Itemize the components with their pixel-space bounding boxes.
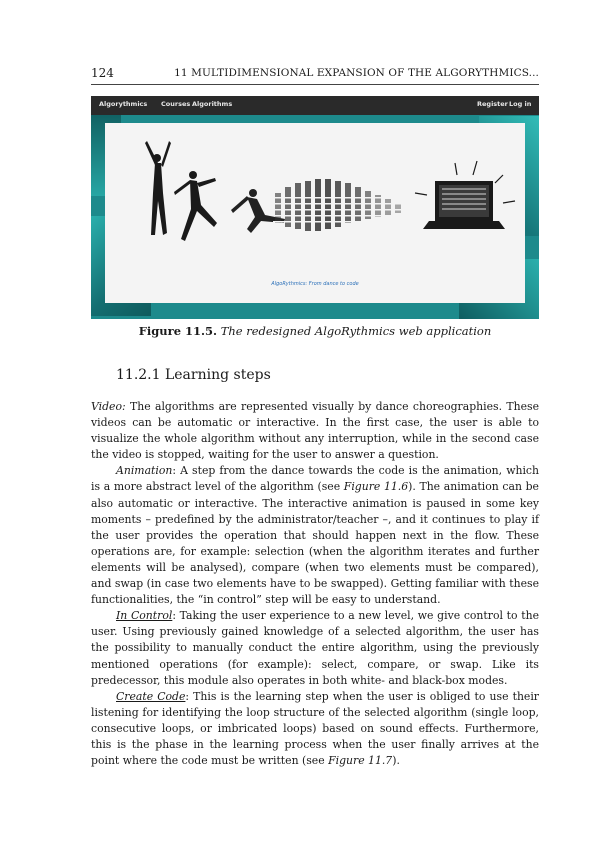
paragraph-in-control bbox=[91, 608, 539, 688]
paragraph-text: : Taking the user experience to a new level, we give control to the user. Using previously gained knowledge of a selected algorithm, the user has the possibility to manually conduct the entire algorithm, using the previously mentioned operations (for example): select, compare, or swap. Like its predecessor, this module also operates in both white- and black-box modes. bbox=[91, 609, 539, 687]
figure-label: Figure 11.5. bbox=[138, 324, 218, 338]
paragraph-animation bbox=[91, 463, 539, 608]
nav-courses-link[interactable]: Courses bbox=[161, 100, 191, 108]
nav-login-link[interactable]: Log in bbox=[509, 100, 532, 108]
paragraph-text: : A step from the dance towards the code is the animation, which is a more abstract level of the algorithm (see bbox=[91, 464, 539, 494]
running-head bbox=[91, 66, 539, 85]
dance-to-code-illustration bbox=[105, 123, 525, 303]
section-heading: 11.2.1 Learning steps bbox=[116, 367, 271, 383]
page-number: 124 bbox=[91, 66, 114, 80]
paragraph-text: ). bbox=[392, 754, 400, 768]
nav-algorithms-link[interactable]: Algorithms bbox=[192, 100, 233, 108]
hero-caption-link[interactable]: AlgoRythmics: From dance to code bbox=[271, 281, 359, 287]
laptop-icon bbox=[415, 161, 515, 229]
app-navbar bbox=[91, 96, 539, 115]
term-create-code: Create Code bbox=[116, 689, 186, 703]
motion-pixel-trail bbox=[275, 179, 401, 231]
figure-caption bbox=[91, 324, 539, 338]
figure-reference[interactable]: Figure 11.7 bbox=[328, 754, 393, 768]
dancer-figure bbox=[174, 171, 217, 241]
paragraph-video bbox=[91, 399, 539, 463]
term-video: Video: bbox=[91, 400, 126, 413]
figure-reference[interactable]: Figure 11.6 bbox=[343, 480, 409, 494]
paragraph-text: ). The animation can be also automatic or interactive. The interactive animation is paused in some key moments – predefined by the administrator/teacher –, and it continues to play if the user provides the operation that should happen next in the flow. These operations are, for example: selection (when the algorithm iterates and further elements will be analysed), compare (when two elements must be compared), and swap (in case two elements have to be swapped). Getting familiar with these functionalities, the “in control” step will be easy to understand. bbox=[91, 480, 539, 607]
figure-screenshot bbox=[91, 96, 539, 319]
body-text bbox=[91, 399, 539, 769]
hero-banner bbox=[105, 123, 525, 303]
nav-brand-link[interactable]: Algorythmics bbox=[99, 100, 148, 108]
dancer-figure bbox=[145, 141, 171, 235]
paragraph-create-code bbox=[91, 689, 539, 769]
paragraph-text: : This is the learning step when the user is obliged to use their listening for identifying the loop structure of the selected algorithm (single loop, consecutive loops, or imbricated loops) based on sound effects. Furthermore, this is the phase in the learning process when the user finally arrives at the point where the code must be written (see bbox=[91, 689, 539, 768]
nav-register-link[interactable]: Register bbox=[477, 100, 508, 108]
term-in-control: In Control bbox=[116, 609, 173, 623]
paragraph-text: The algorithms are represented visually by dance choreographies. These videos can be automatic or interactive. In the first case, the user is able to visualize the whole algorithm without any interruption, while in the second case the video is stopped, waiting for the user to answer a question. bbox=[91, 400, 539, 462]
figure-caption-text: The redesigned AlgoRythmics web application bbox=[220, 324, 492, 338]
chapter-title: 11 MULTIDIMENSIONAL EXPANSION OF THE ALGORYTHMICS... bbox=[174, 67, 539, 79]
term-animation: Animation bbox=[116, 464, 173, 478]
